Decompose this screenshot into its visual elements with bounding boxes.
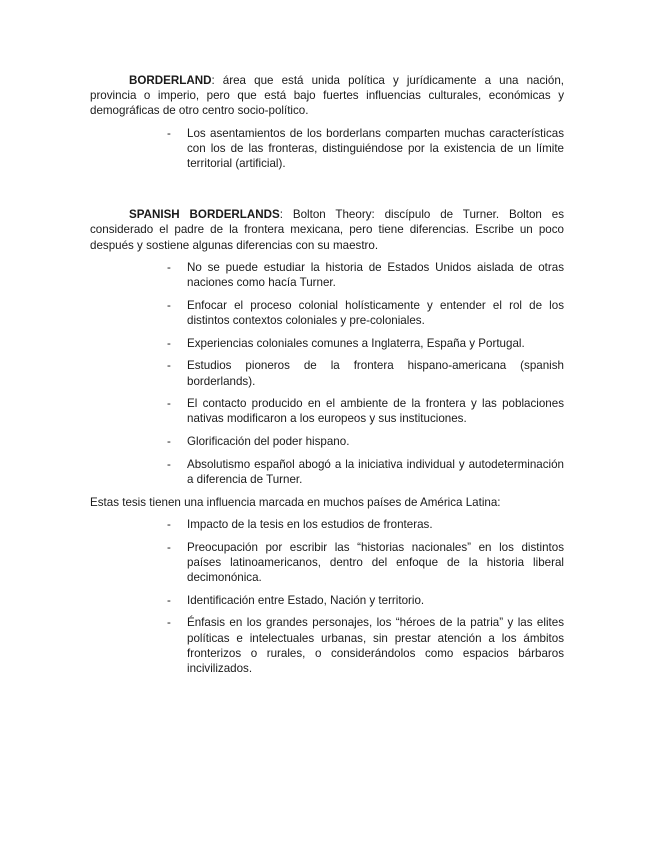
list-item-text: Impacto de la tesis en los estudios de fronteras. (187, 517, 433, 531)
spanish-borderlands-term: SPANISH BORDERLANDS (129, 208, 280, 222)
dash-bullet: - (167, 298, 171, 312)
list-item (90, 540, 564, 586)
dash-bullet: - (167, 336, 171, 350)
list-item-text: Énfasis en los grandes personajes, los “héroes de la patria” y las elites políticas e intelectuales urbanas, sin prestar atención a los ámbitos fronterizos o rurales, o considerándolos como espacios bárbaros incivilizados. (187, 616, 564, 676)
list-item (90, 434, 564, 449)
list-item-text: Enfocar el proceso colonial holísticamente y entender el rol de los distintos contextos coloniales y pre-coloniales. (187, 298, 564, 327)
dash-bullet: - (167, 616, 171, 630)
borderland-bullet-list (90, 126, 564, 172)
dash-bullet: - (167, 593, 171, 607)
list-item-text: Glorificación del poder hispano. (187, 435, 350, 449)
list-item (90, 396, 564, 426)
list-item-text: No se puede estudiar la historia de Estados Unidos aislada de otras naciones como hacía Turner. (187, 260, 564, 290)
borderland-paragraph (90, 73, 564, 119)
dash-bullet: - (167, 397, 171, 411)
dash-bullet: - (167, 517, 171, 531)
list-item (90, 260, 564, 290)
list-item (90, 336, 564, 351)
list-item-text: Absolutismo español abogó a la iniciativa individual y autodeterminación a diferencia de Turner. (187, 457, 564, 487)
list-item-text: Estudios pioneros de la frontera hispano-americana (spanish borderlands). (187, 359, 564, 388)
dash-bullet: - (167, 435, 171, 449)
list-item (90, 126, 564, 172)
list-item (90, 358, 564, 388)
spanish-borderlands-paragraph (90, 207, 564, 253)
dash-bullet: - (167, 457, 171, 471)
dash-bullet: - (167, 260, 171, 274)
list-item-text: El contacto producido en el ambiente de la frontera y las poblaciones nativas modificaron a los europeos y sus instituciones. (187, 397, 564, 426)
list-item (90, 457, 564, 487)
dash-bullet: - (167, 126, 171, 140)
list-item-text: Experiencias coloniales comunes a Inglaterra, España y Portugal. (187, 336, 525, 350)
list-item (90, 615, 564, 676)
list-item-text: Los asentamientos de los borderlans comparten muchas características con los de las fronteras, distinguiéndose por la existencia de un límite territorial (artificial). (187, 126, 564, 171)
dash-bullet: - (167, 540, 171, 554)
list-item (90, 517, 564, 532)
list-item-text: Identificación entre Estado, Nación y territorio. (187, 593, 425, 607)
spanish-bullet-list (90, 260, 564, 487)
list-item (90, 593, 564, 608)
dash-bullet: - (167, 359, 171, 373)
borderland-term: BORDERLAND (129, 74, 212, 87)
spanish-borderlands-definition: : Bolton Theory: discípulo de Turner. Bolton es considerado el padre de la frontera mexicana, pero tiene diferencias. Escribe un poco después y sostiene algunas diferencias con su maestro. (90, 208, 564, 252)
list-item-text: Preocupación por escribir las “historias nacionales” en los distintos países latinoamericanos, dentro del enfoque de la historia liberal decimonónica. (187, 540, 564, 585)
latam-intro: Estas tesis tienen una influencia marcada en muchos países de América Latina: (90, 495, 501, 509)
document-page (90, 73, 564, 676)
latam-bullet-list (90, 517, 564, 676)
list-item (90, 298, 564, 328)
borderland-definition: : área que está unida política y jurídicamente a una nación, provincia o imperio, pero que está bajo fuertes influencias culturales, económicas y demográficas de otro centro socio-político. (90, 74, 564, 118)
